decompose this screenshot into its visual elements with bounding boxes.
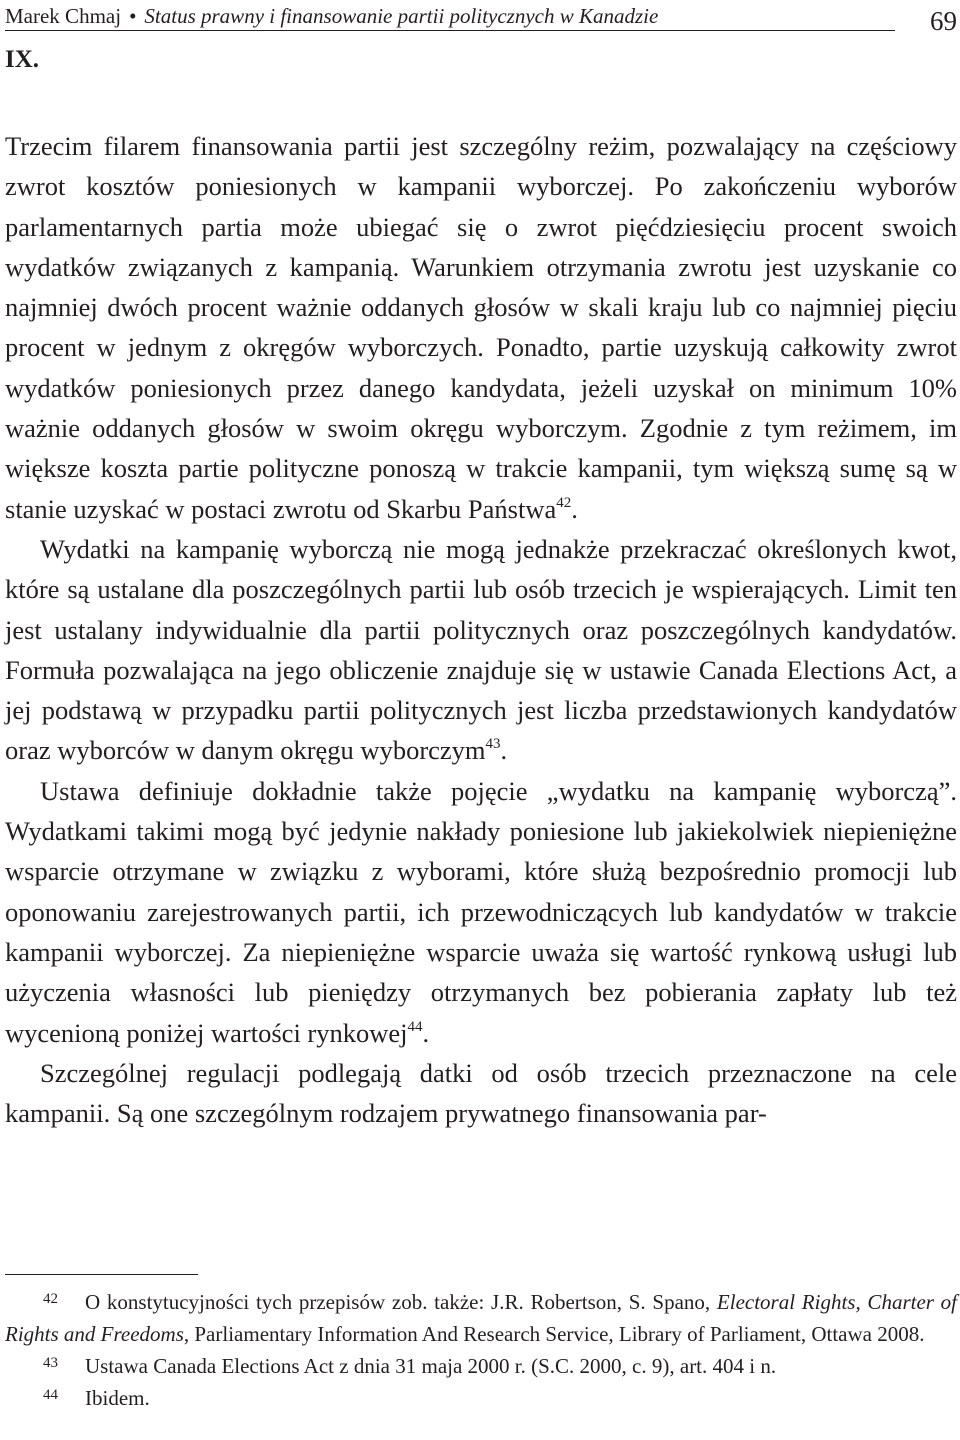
footnote-44: 44 Ibidem. [43,1386,150,1410]
paragraph-text-end: . [500,735,508,766]
footnotes [5,1286,957,1414]
footnote-text-end: , Parliamentary Information And Research Service, Library of Parliament, Ottawa 2008. [183,1322,925,1346]
paragraph-text: Ustawa definiuje dokładnie także pojęcie „wydatku na kampanię wyborczą”. Wydatkami takimi mogą być jedynie nakłady poniesione lub jakiekolwiek niepieniężne wsparcie otrzymane w związku z wyborami, które służą bezpośrednio promocji lub oponowaniu zarejestrowanych partii, ich przewodniczących lub kandydatów w trakcie kampanii wyborczej. Za niepieniężne wsparcie uważa się wartość rynkową usługi lub użyczenia własności lub pieniędzy otrzymanych bez pobierania zapłaty lub też wycenioną poniżej wartości rynkowej [5,775,957,1048]
paragraph [5,529,957,771]
footnote-divider [5,1274,198,1275]
paragraph-text-end: . [571,493,578,524]
header-title: Status prawny i finansowanie partii politycznych w Kanadzie [144,4,659,28]
header-bullet: • [129,4,137,28]
paragraph [5,771,957,1053]
footnote-title: Electoral Rights, Charter of Rights and Freedoms [5,1290,958,1346]
body-text [5,126,957,1133]
section-heading: IX. [5,46,40,73]
footnote-reference[interactable]: 43 [485,736,501,753]
footnote-text: O konstytucyjności tych przepisów zob. także: J.R. Robertson, S. Spano, [85,1290,717,1314]
footnote-42: 42 O konstytucyjności tych przepisów zob. także: J.R. Robertson, S. Spano, Electoral Rights, Charter of Rights and Freedoms, Parliamentary Information And Research Service, Library of Parliament, Ottawa 2008. [5,1290,958,1346]
footnote-43: 43 Ustawa Canada Elections Act z dnia 31 maja 2000 r. (S.C. 2000, c. 9), art. 404 i n. [43,1354,777,1378]
paragraph-text-end: . [422,1017,430,1048]
footnote-text: Ibidem. [85,1386,150,1410]
header-author: Marek Chmaj [5,4,122,28]
page-number: 69 [930,6,957,36]
paragraph-text: Wydatki na kampanię wyborczą nie mogą jednakże przekraczać określonych kwot, które są ustalane dla poszczególnych partii lub osób trzecich je wspierających. Limit ten jest ustalany indywidualnie dla partii politycznych oraz poszczególnych kandydatów. Formuła pozwalająca na jego obliczenie znajduje się w ustawie Canada Elections Act, a jej podstawą w przypadku partii politycznych jest liczba przedstawionych kandydatów oraz wyborców w danym okręgu wyborczym [5,533,957,766]
running-header [5,2,895,31]
footnote-reference[interactable]: 44 [407,1018,423,1035]
footnote-reference[interactable]: 42 [556,494,572,511]
paragraph [5,126,957,529]
paragraph [5,1053,957,1134]
paragraph-text: Szczególnej regulacji podlegają datki od osób trzecich przeznaczone na cele kampanii. Są one szczególnym rodzajem prywatnego finansowania par- [5,1057,957,1129]
footnote-text: Ustawa Canada Elections Act z dnia 31 maja 2000 r. (S.C. 2000, c. 9), art. 404 i n. [85,1354,777,1378]
document-page [5,0,957,1440]
paragraph-text: Trzecim filarem finansowania partii jest szczególny reżim, pozwalający na częściowy zwrot kosztów poniesionych w kampanii wyborczej. Po zakończeniu wyborów parlamentarnych partia może ubiegać się o zwrot pięćdziesięciu procent swoich wydatków związanych z kampanią. Warunkiem otrzymania zwrotu jest uzyskanie co najmniej dwóch procent ważnie oddanych głosów w skali kraju lub co najmniej pięciu procent w jednym z okręgów wyborczych. Ponadto, partie uzyskują całkowity zwrot wydatków poniesionych przez danego kandydata, jeżeli uzyskał on minimum 10% ważnie oddanych głosów w swoim okręgu wyborczym. Zgodnie z tym reżimem, im większe koszta partie polityczne ponoszą w trakcie kampanii, tym większą sumę są w stanie uzyskać w postaci zwrotu od Skarbu Państwa [5,131,957,524]
